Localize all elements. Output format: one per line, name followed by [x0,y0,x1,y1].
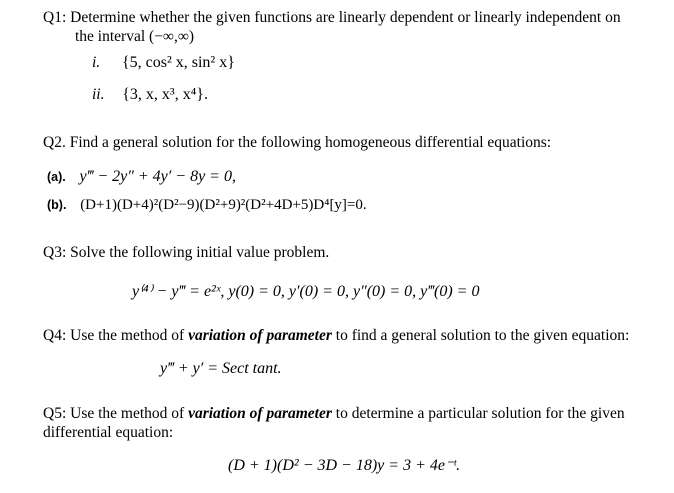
q1-line-2: the interval (−∞,∞) [75,28,195,45]
q2-line-1: Q2. Find a general solution for the following homogeneous differential equations: [43,134,552,151]
q1-line-1: Q1: Determine whether the given functions are linearly dependent or linearly independent on [43,9,621,26]
q1-item-i-expr: {5, cos² x, sin² x} [121,54,235,71]
q4-suffix: to find a general solution to the given equation: [331,327,630,344]
q5-line-1 [43,404,625,424]
q4-expr [160,359,282,379]
q2-item-a [47,167,236,187]
q5-expr [228,456,460,476]
q2-item-a-label: (a). [47,170,66,184]
q1-item-i [92,53,235,73]
q5-prefix: Q5: Use the method of [43,405,189,422]
q1-item-i-label: i. [92,54,101,71]
q2-item-b-label: (b). [47,198,67,212]
q5-equation: (D + 1)(D² − 3D − 18)y = 3 + 4e⁻ᵗ. [228,457,461,474]
q1-item-ii-label: ii. [92,86,105,103]
q4-emphasis: variation of parameter [188,327,332,344]
q1-item-ii-expr: {3, x, x³, x⁴}. [122,86,208,103]
q4-line-1 [43,326,629,346]
q2-item-a-expr: y‴ − 2y″ + 4y′ − 8y = 0, [79,168,236,185]
q5-suffix: to determine a particular solution for the given [331,405,625,422]
q2-item-b-expr: (D+1)(D+4)²(D²−9)(D²+9)²(D²+4D+5)D⁴[y]=0. [80,197,367,213]
q5-line-2: differential equation: [43,424,174,441]
q4-equation: y‴ + y′ = Sect tant. [160,360,282,377]
q1-item-ii [92,85,208,105]
q3-expr [132,282,479,302]
q2-item-b [47,195,367,215]
q4-prefix: Q4: Use the method of [43,327,189,344]
q3-line-1: Q3: Solve the following initial value problem. [43,244,330,261]
q3-equation: y⁽⁴⁾ − y‴ = e²ˣ, y(0) = 0, y′(0) = 0, y″(0) = 0, y‴(0) = 0 [132,283,480,300]
q5-emphasis: variation of parameter [188,405,332,422]
